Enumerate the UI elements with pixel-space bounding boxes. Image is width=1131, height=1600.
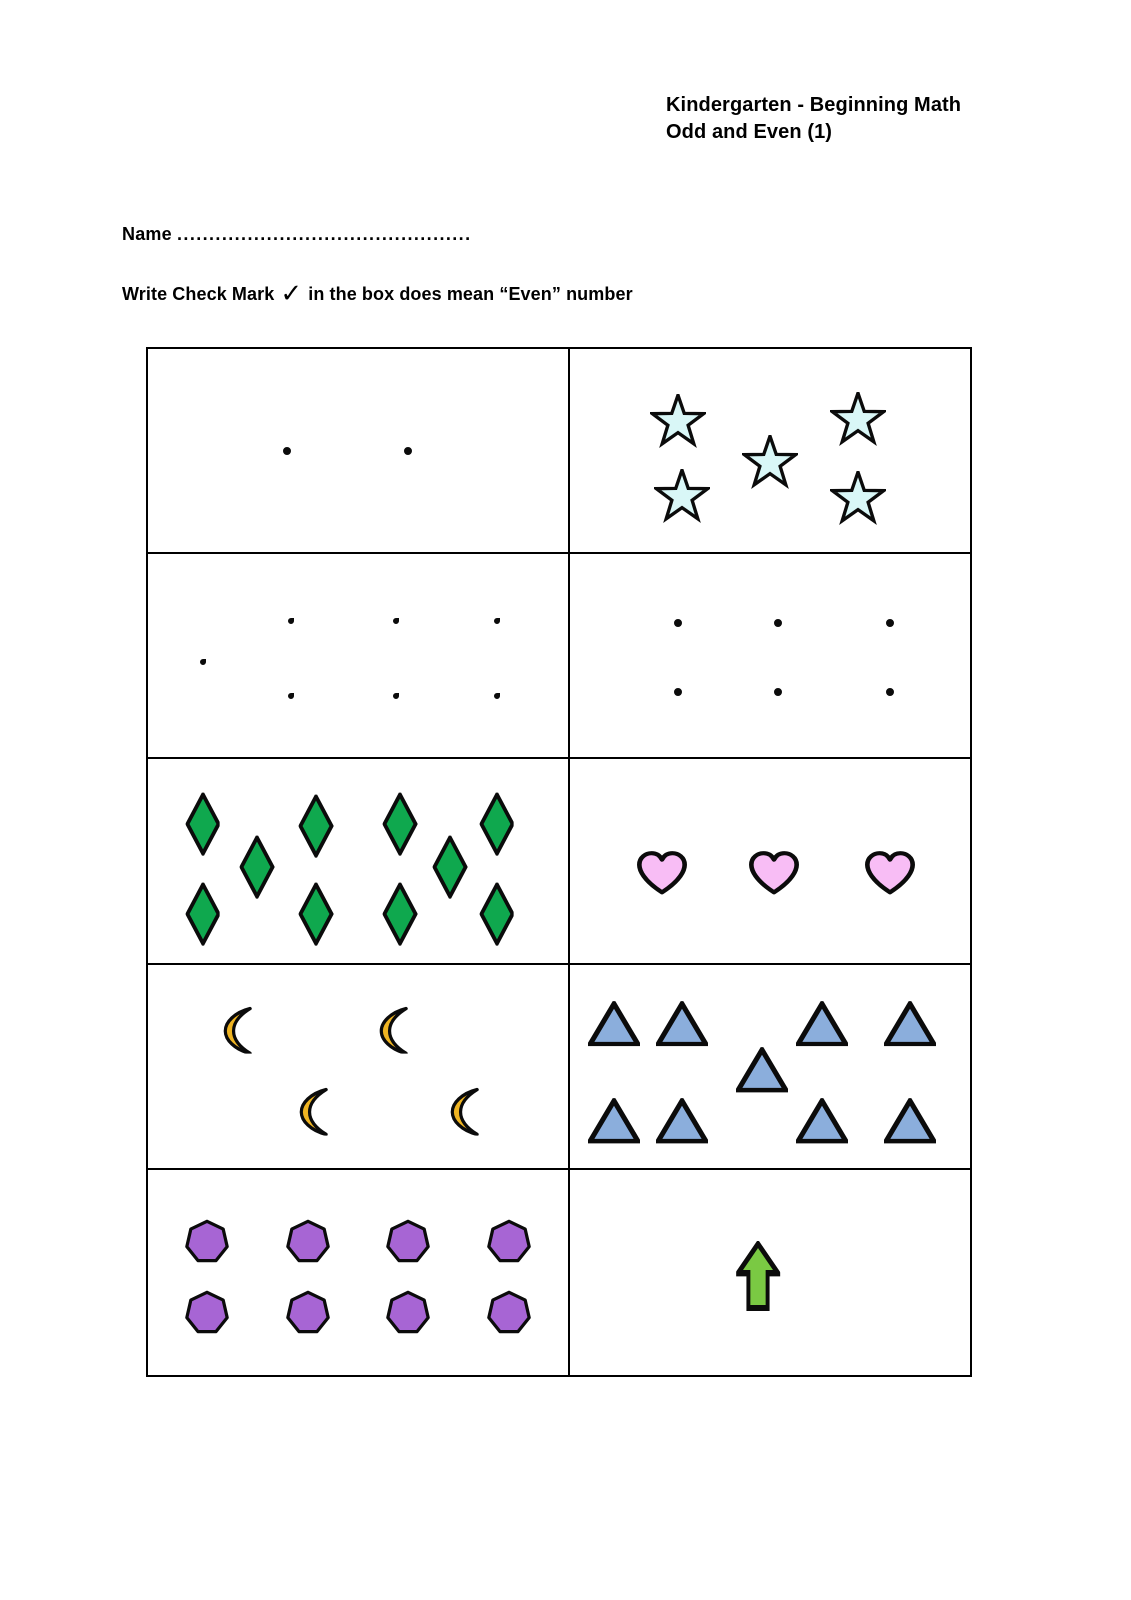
rounded-square-shape xyxy=(674,688,682,696)
circle-shape xyxy=(404,447,412,455)
diamond-shape xyxy=(299,795,334,858)
instruction-suffix: in the box does mean “Even” number xyxy=(308,284,633,304)
leaf-shape xyxy=(393,693,399,699)
shape-group-moons xyxy=(148,965,568,1168)
check-mark-icon: ✓ xyxy=(280,278,303,308)
cell-row1-right[interactable] xyxy=(570,349,970,554)
leaf-shape xyxy=(494,618,500,624)
name-blank-dots[interactable]: .............................................. xyxy=(177,224,472,244)
diamond-shape xyxy=(479,793,514,856)
diamond-shape xyxy=(479,882,514,945)
triangle-shape xyxy=(656,1098,708,1144)
star-shape xyxy=(650,394,706,450)
heptagon-shape xyxy=(184,1290,230,1336)
triangle-shape xyxy=(588,1098,640,1144)
diamond-shape xyxy=(299,882,334,945)
rounded-square-shape xyxy=(774,619,782,627)
shape-group-heptagons xyxy=(148,1170,568,1375)
cell-row3-right[interactable] xyxy=(570,759,970,964)
arrow-up-shape xyxy=(736,1241,780,1311)
cell-row1-left[interactable] xyxy=(148,349,570,554)
leaf-shape xyxy=(288,618,294,624)
heptagon-shape xyxy=(486,1290,532,1336)
shape-group-diamonds xyxy=(148,759,568,962)
crescent-moon-shape xyxy=(373,1005,419,1054)
heptagon-shape xyxy=(184,1219,230,1265)
leaf-shape xyxy=(393,618,399,624)
triangle-shape xyxy=(736,1047,788,1093)
rounded-square-shape xyxy=(774,688,782,696)
shape-group-squares xyxy=(570,554,970,757)
shape-group-arrow xyxy=(570,1170,970,1375)
crescent-moon-shape xyxy=(444,1087,490,1136)
cell-row5-left[interactable] xyxy=(148,1170,570,1375)
heart-shape xyxy=(748,850,800,896)
cell-row3-left[interactable] xyxy=(148,759,570,964)
diamond-shape xyxy=(383,882,418,945)
rounded-square-shape xyxy=(886,688,894,696)
rounded-square-shape xyxy=(886,619,894,627)
leaf-shape xyxy=(494,693,500,699)
triangle-shape xyxy=(796,1098,848,1144)
cell-row4-left[interactable] xyxy=(148,965,570,1170)
diamond-shape xyxy=(185,882,220,945)
heptagon-shape xyxy=(385,1219,431,1265)
triangle-shape xyxy=(588,1001,640,1047)
heart-shape xyxy=(864,850,916,896)
diamond-shape xyxy=(240,836,275,899)
page-title xyxy=(666,92,961,146)
title-line-2: Odd and Even (1) xyxy=(666,121,833,143)
heptagon-shape xyxy=(486,1219,532,1265)
shape-group-hearts xyxy=(570,759,970,962)
cell-row4-right[interactable] xyxy=(570,965,970,1170)
instruction-text xyxy=(122,278,633,308)
shape-group-circles xyxy=(148,349,568,552)
leaf-shape xyxy=(288,693,294,699)
circle-shape xyxy=(283,447,291,455)
name-label: Name xyxy=(122,224,172,244)
heart-shape xyxy=(636,850,688,896)
instruction-prefix: Write Check Mark xyxy=(122,284,275,304)
shape-group-stars xyxy=(570,349,970,552)
diamond-shape xyxy=(185,793,220,856)
diamond-shape xyxy=(433,836,468,899)
star-shape xyxy=(830,392,886,448)
heptagon-shape xyxy=(385,1290,431,1336)
cell-row2-right[interactable] xyxy=(570,554,970,759)
title-line-1: Kindergarten - Beginning Math xyxy=(666,94,962,116)
star-shape xyxy=(742,435,798,491)
crescent-moon-shape xyxy=(293,1087,339,1136)
name-field-line xyxy=(122,224,471,245)
crescent-moon-shape xyxy=(217,1005,263,1054)
cell-row5-right[interactable] xyxy=(570,1170,970,1375)
heptagon-shape xyxy=(285,1219,331,1265)
rounded-square-shape xyxy=(674,619,682,627)
star-shape xyxy=(830,471,886,527)
cell-row2-left[interactable] xyxy=(148,554,570,759)
shape-group-triangles xyxy=(570,965,970,1168)
triangle-shape xyxy=(884,1001,936,1047)
worksheet-grid xyxy=(146,347,972,1377)
heptagon-shape xyxy=(285,1290,331,1336)
triangle-shape xyxy=(884,1098,936,1144)
leaf-shape xyxy=(200,659,206,665)
triangle-shape xyxy=(656,1001,708,1047)
triangle-shape xyxy=(796,1001,848,1047)
star-shape xyxy=(654,469,710,525)
shape-group-leaves xyxy=(148,554,568,757)
diamond-shape xyxy=(383,793,418,856)
